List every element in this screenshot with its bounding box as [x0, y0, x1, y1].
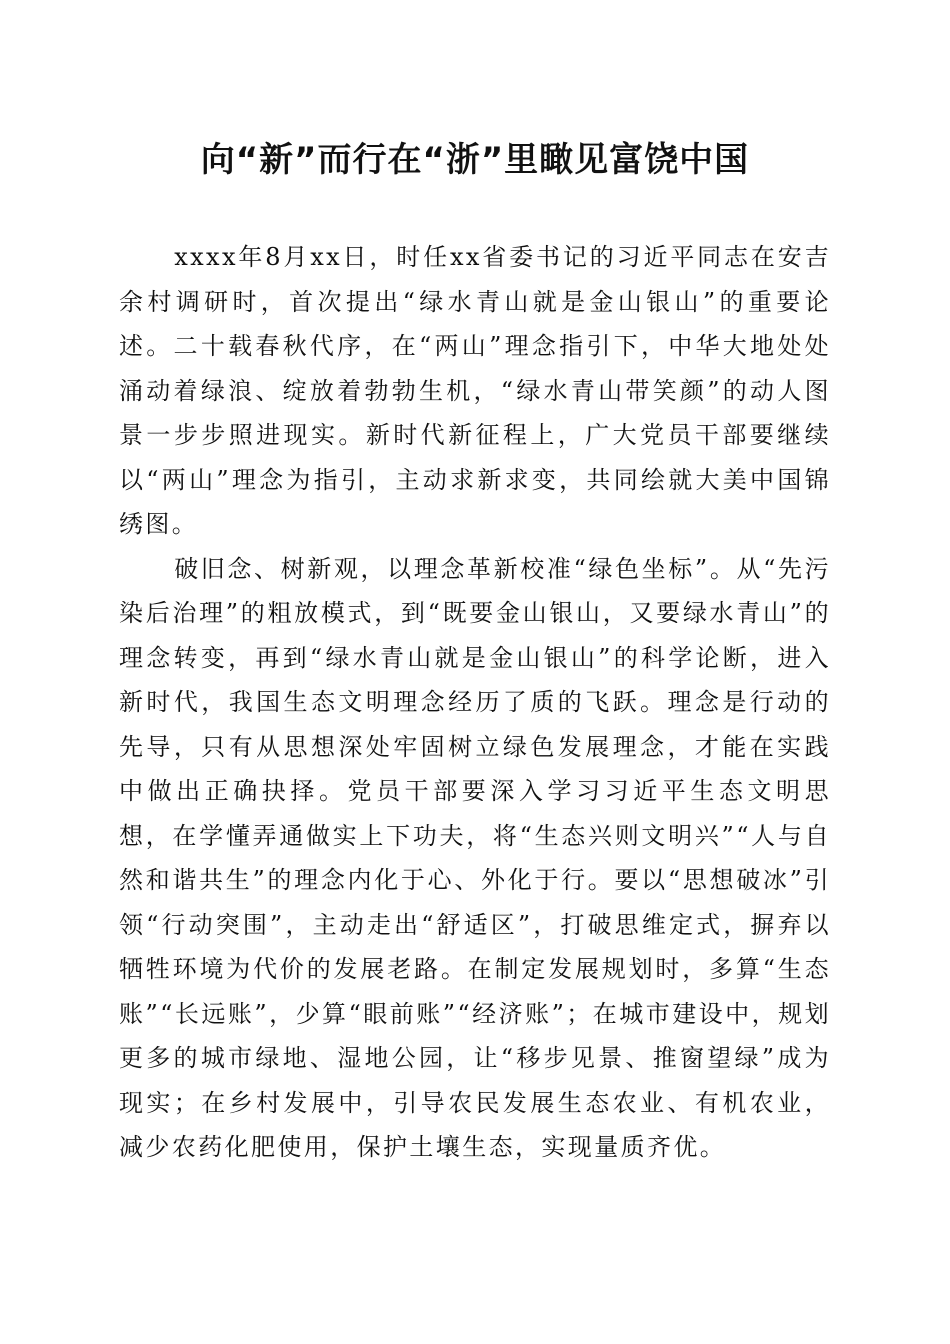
paragraph-2: 破旧念、树新观，以理念革新校准“绿色坐标”。从“先污染后治理”的粗放模式，到“既要金山银山，又要绿水青山”的理念转变，再到“绿水青山就是金山银山”的科学论断，进入新时代，我国生态文明理念经历了质的飞跃。理念是行动的先导，只有从思想深处牢固树立绿色发展理念，才能在实践中做出正确抉择。党员干部要深入学习习近平生态文明思想，在学懂弄通做实上下功夫，将“生态兴则文明兴”“人与自然和谐共生”的理念内化于心、外化于行。要以“思想破冰”引领“行动突围”，主动走出“舒适区”，打破思维定式，摒弃以牺牲环境为代价的发展老路。在制定发展规划时，多算“生态账”“长远账”，少算“眼前账”“经济账”；在城市建设中，规划更多的城市绿地、湿地公园，让“移步见景、推窗望绿”成为现实；在乡村发展中，引导农民发展生态农业、有机农业，减少农药化肥使用，保护土壤生态，实现量质齐优。 — [119, 554, 831, 1161]
paragraph-1: xxxx年8月xx日，时任xx省委书记的习近平同志在安吉余村调研时，首次提出“绿水青山就是金山银山”的重要论述。二十载春秋代序，在“两山”理念指引下，中华大地处处涌动着绿浪、绽放着勃勃生机，“绿水青山带笑颜”的动人图景一步步照进现实。新时代新征程上，广大党员干部要继续以“两山”理念为指引，主动求新求变，共同绘就大美中国锦绣图。 — [119, 243, 831, 538]
document-title: 向“新”而行在“浙”里瞰见富饶中国 — [200, 140, 750, 180]
document-body — [119, 235, 831, 1170]
